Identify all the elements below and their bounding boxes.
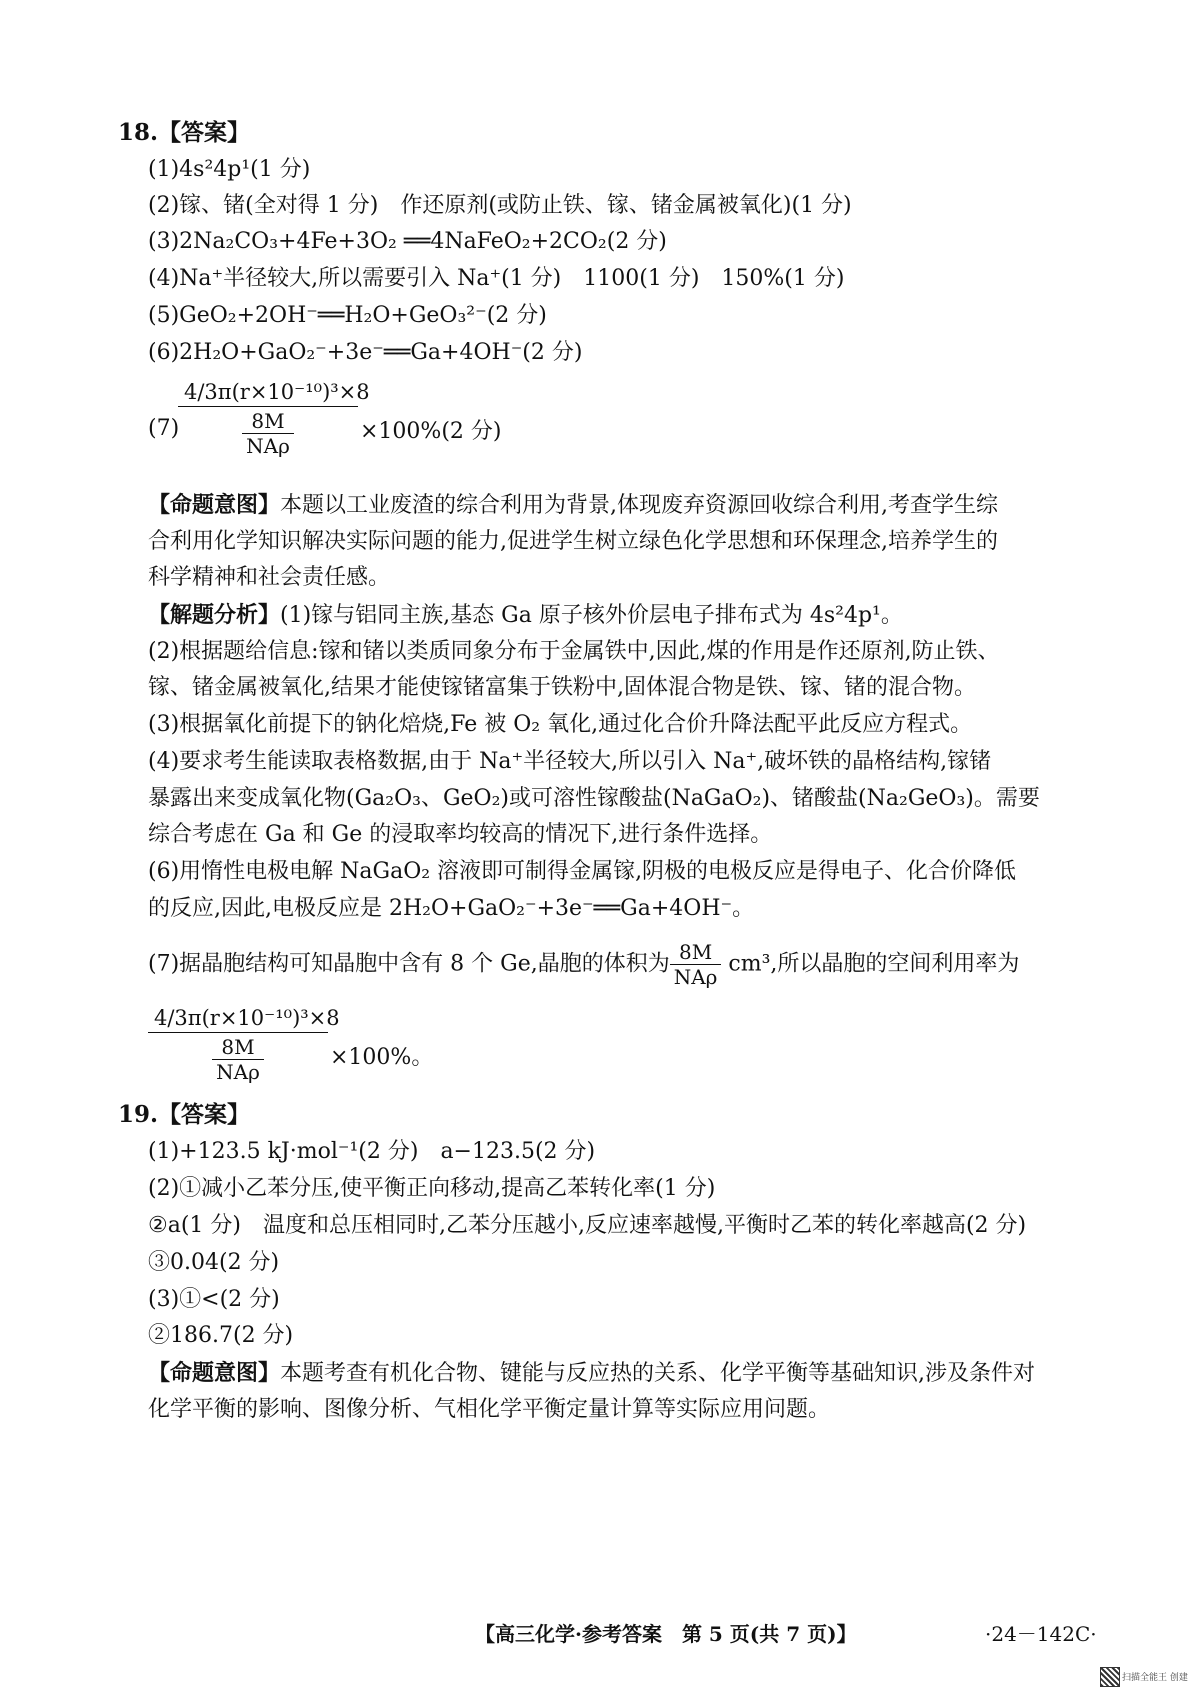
volume-fraction <box>670 940 722 989</box>
q19-answer-2b: ②a(1 分) 温度和总压相同时,乙苯分压越小,反应速率越慢,平衡时乙苯的转化率越高(2 分) <box>148 1213 1027 1238</box>
intent-text-1: 本题考查有机化合物、键能与反应热的关系、化学平衡等基础知识,涉及条件对 <box>280 1361 1036 1386</box>
analysis-tag: 【解题分析】 <box>148 602 281 628</box>
q19-intent-line-1 <box>148 1358 1035 1389</box>
q18-answer-3: (3)2Na₂CO₃+4Fe+3O₂ ══4NaFeO₂+2CO₂(2 分) <box>148 229 667 254</box>
inner-fraction <box>242 409 294 458</box>
q18-answer-1: (1)4s²4p¹(1 分) <box>148 157 311 182</box>
q18-heading: 18.【答案】 <box>118 119 251 146</box>
q18-analysis-4c: 综合考虑在 Ga 和 Ge 的浸取率均较高的情况下,进行条件选择。 <box>148 822 773 847</box>
q19-answer-2: (2)①减小乙苯分压,使平衡正向移动,提高乙苯转化率(1 分) <box>148 1176 716 1201</box>
fraction-denominator <box>148 1033 328 1084</box>
fraction-numerator: 4/3π(r×10⁻¹⁰)³×8 <box>184 380 370 404</box>
q19-answer-1: (1)+123.5 kJ·mol⁻¹(2 分) a−123.5(2 分) <box>148 1139 596 1164</box>
scanner-stamp <box>1100 1665 1190 1689</box>
qr-code-icon <box>1100 1667 1120 1687</box>
q18-answer-7-suffix: ×100%(2 分) <box>360 419 502 444</box>
analysis-7-prefix: (7)据晶胞结构可知晶胞中含有 8 个 Ge,晶胞的体积为 <box>148 951 670 977</box>
q18-analysis-7-fraction <box>148 1006 340 1084</box>
q18-analysis-4a: (4)要求考生能读取表格数据,由于 Na⁺半径较大,所以引入 Na⁺,破坏铁的晶格结构,镓锗 <box>148 749 992 774</box>
stamp-text: 扫描全能王 创建 <box>1122 1673 1188 1683</box>
q18-analysis-2a: (2)根据题给信息:镓和锗以类质同象分布于金属铁中,因此,煤的作用是作还原剂,防止铁、 <box>148 639 1000 664</box>
q18-intent-line-1 <box>148 490 998 521</box>
analysis-text-1: (1)镓与铝同主族,基态 Ga 原子核外价层电子排布式为 4s²4p¹。 <box>280 603 903 628</box>
q18-analysis-7-end: ×100%。 <box>330 1045 434 1070</box>
q18-analysis-7 <box>148 940 1019 989</box>
q19-intent-line-2: 化学平衡的影响、图像分析、气相化学平衡定量计算等实际应用问题。 <box>148 1397 831 1422</box>
q18-answer-4: (4)Na⁺半径较大,所以需要引入 Na⁺(1 分) 1100(1 分) 150%(1 分) <box>148 266 845 291</box>
inner-fraction <box>212 1035 264 1084</box>
q18-analysis-3: (3)根据氧化前提下的钠化焙烧,Fe 被 O₂ 氧化,通过化合价升降法配平此反应方程式。 <box>148 712 973 737</box>
fraction-numerator: 4/3π(r×10⁻¹⁰)³×8 <box>154 1006 340 1030</box>
q18-answer-6: (6)2H₂O+GaO₂⁻+3e⁻══Ga+4OH⁻(2 分) <box>148 340 583 365</box>
q18-analysis-2b: 镓、锗金属被氧化,结果才能使镓锗富集于铁粉中,固体混合物是铁、镓、锗的混合物。 <box>148 675 976 700</box>
q18-intent-line-3: 科学精神和社会责任感。 <box>148 565 391 590</box>
inner-numerator: 8M <box>212 1035 264 1060</box>
intent-text-1: 本题以工业废渣的综合利用为背景,体现废弃资源回收综合利用,考查学生综 <box>280 493 999 518</box>
intent-tag: 【命题意图】 <box>148 492 281 518</box>
q19-heading: 19.【答案】 <box>118 1101 251 1128</box>
intent-tag: 【命题意图】 <box>148 1360 281 1386</box>
inner-numerator: 8M <box>242 409 294 434</box>
fraction-denominator <box>178 407 358 458</box>
q18-analysis-1 <box>148 600 903 631</box>
q18-intent-line-2: 合利用化学知识解决实际问题的能力,促进学生树立绿色化学思想和环保理念,培养学生的 <box>148 529 998 554</box>
footer-title: 【高三化学·参考答案 第 5 页(共 7 页)】 <box>475 1622 857 1646</box>
q18-analysis-6b: 的反应,因此,电极反应是 2H₂O+GaO₂⁻+3e⁻══Ga+4OH⁻。 <box>148 896 755 921</box>
analysis-7-suffix: cm³,所以晶胞的空间利用率为 <box>721 951 1020 977</box>
inner-denominator: NAρ <box>216 1060 260 1084</box>
q18-answer-2: (2)镓、锗(全对得 1 分) 作还原剂(或防止铁、镓、锗金属被氧化)(1 分) <box>148 193 852 218</box>
volume-denominator: NAρ <box>673 965 718 989</box>
q18-answer-5: (5)GeO₂+2OH⁻══H₂O+GeO₃²⁻(2 分) <box>148 303 547 328</box>
q18-answer-7-fraction <box>178 380 370 458</box>
footer-code: ·24－142C· <box>985 1622 1097 1646</box>
q18-analysis-6a: (6)用惰性电极电解 NaGaO₂ 溶液即可制得金属镓,阴极的电极反应是得电子、化合价降低 <box>148 859 1017 884</box>
volume-numerator: 8M <box>670 940 722 965</box>
q19-answer-2c: ③0.04(2 分) <box>148 1250 280 1275</box>
q18-analysis-4b: 暴露出来变成氧化物(Ga₂O₃、GeO₂)或可溶性镓酸盐(NaGaO₂)、锗酸盐(Na₂GeO₃)。需要 <box>148 786 1040 811</box>
q19-answer-3: (3)①<(2 分) <box>148 1287 280 1312</box>
q18-answer-7-prefix: (7) <box>148 416 180 441</box>
q19-answer-3b: ②186.7(2 分) <box>148 1323 294 1348</box>
inner-denominator: NAρ <box>246 434 290 458</box>
